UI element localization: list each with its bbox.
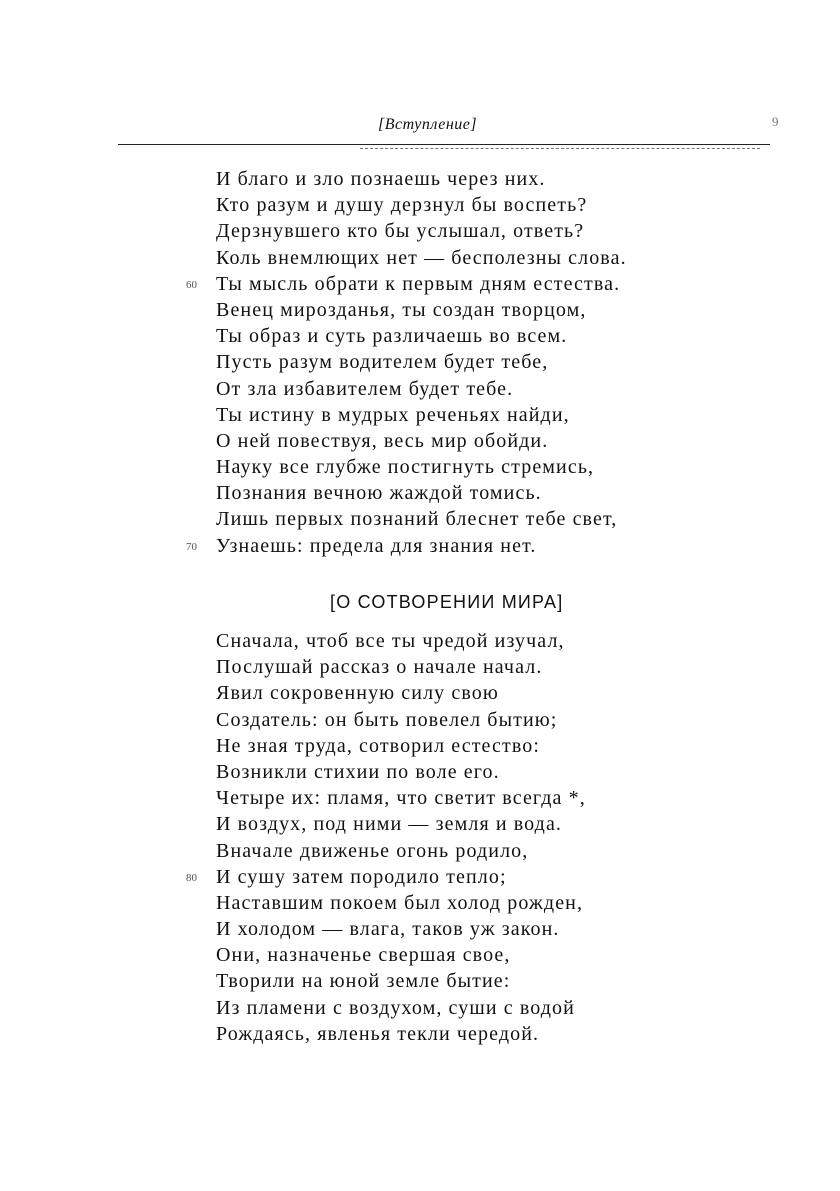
verse-line: Дерзнувшего кто бы услышал, ответь? bbox=[216, 220, 585, 243]
verse-line: Они, назначенье свершая свое, bbox=[216, 944, 511, 967]
line-number: 70 bbox=[186, 540, 197, 553]
verse-line: И холодом — влага, таков уж закон. bbox=[216, 918, 560, 941]
header-rule-secondary bbox=[360, 148, 760, 149]
stanza-introduction bbox=[186, 166, 627, 559]
verse-line: Наставшим покоем был холод рожден, bbox=[216, 891, 584, 914]
page-number: 9 bbox=[772, 114, 779, 129]
verse-line: И благо и зло познаешь через них. bbox=[216, 168, 546, 190]
verse-line: Рождаясь, явленья текли чередой. bbox=[216, 1022, 540, 1045]
line-number: 80 bbox=[186, 871, 197, 884]
verse-line: Ты истину в мудрых реченьях найди, bbox=[216, 403, 570, 426]
verse-line: И воздух, под ними — земля и вода. bbox=[216, 813, 563, 836]
verse-line: Пусть разум водителем будет тебе, bbox=[216, 351, 549, 374]
verse-line-numbered bbox=[186, 864, 586, 890]
verse-line: Не зная труда, сотворил естество: bbox=[216, 734, 541, 757]
verse-line: Науку все глубже постигнуть стремись, bbox=[216, 456, 595, 479]
verse-line: Коль внемлющих нет — бесполезны слова. bbox=[216, 246, 627, 269]
verse-line-numbered bbox=[186, 533, 627, 559]
verse-line-numbered bbox=[186, 271, 627, 297]
verse-line: Познания вечною жаждой томись. bbox=[216, 482, 542, 505]
stanza-creation-of-world bbox=[186, 628, 586, 1047]
header-rule bbox=[118, 144, 770, 145]
verse-line: О ней повествуя, весь мир обойди. bbox=[216, 429, 549, 452]
running-head: [Вступление] bbox=[378, 116, 478, 133]
verse-line: Лишь первых познаний блеснет тебе свет, bbox=[216, 508, 618, 531]
verse-line: Ты образ и суть различаешь во всем. bbox=[216, 325, 568, 348]
verse-text: И сушу затем породило тепло; bbox=[216, 865, 507, 888]
verse-line: Творили на юной земле бытие: bbox=[216, 970, 511, 993]
verse-line: Послушай рассказ о начале начал. bbox=[216, 656, 543, 679]
verse-line: Из пламени с воздухом, суши с водой bbox=[216, 996, 575, 1019]
verse-line: Венец мирозданья, ты создан творцом, bbox=[216, 298, 587, 321]
verse-text: Узнаешь: предела для знания нет. bbox=[216, 534, 537, 557]
verse-line: Вначале движенье огонь родило, bbox=[216, 839, 529, 862]
section-title: [О СОТВОРЕНИИ МИРА] bbox=[330, 592, 564, 612]
verse-line: От зла избавителем будет тебе. bbox=[216, 377, 514, 400]
verse-line: Сначала, чтоб все ты чредой изучал, bbox=[216, 630, 565, 652]
verse-text: Ты мысль обрати к первым дням естества. bbox=[216, 272, 621, 295]
verse-line: Кто разум и душу дерзнул бы воспеть? bbox=[216, 194, 588, 217]
verse-line: Создатель: он быть повелел бытию; bbox=[216, 708, 558, 731]
verse-line: Четыре их: пламя, что светит всегда *, bbox=[216, 787, 586, 810]
line-number: 60 bbox=[186, 278, 197, 291]
verse-line: Возникли стихии по воле его. bbox=[216, 760, 500, 783]
verse-line: Явил сокровенную силу свою bbox=[216, 682, 499, 705]
